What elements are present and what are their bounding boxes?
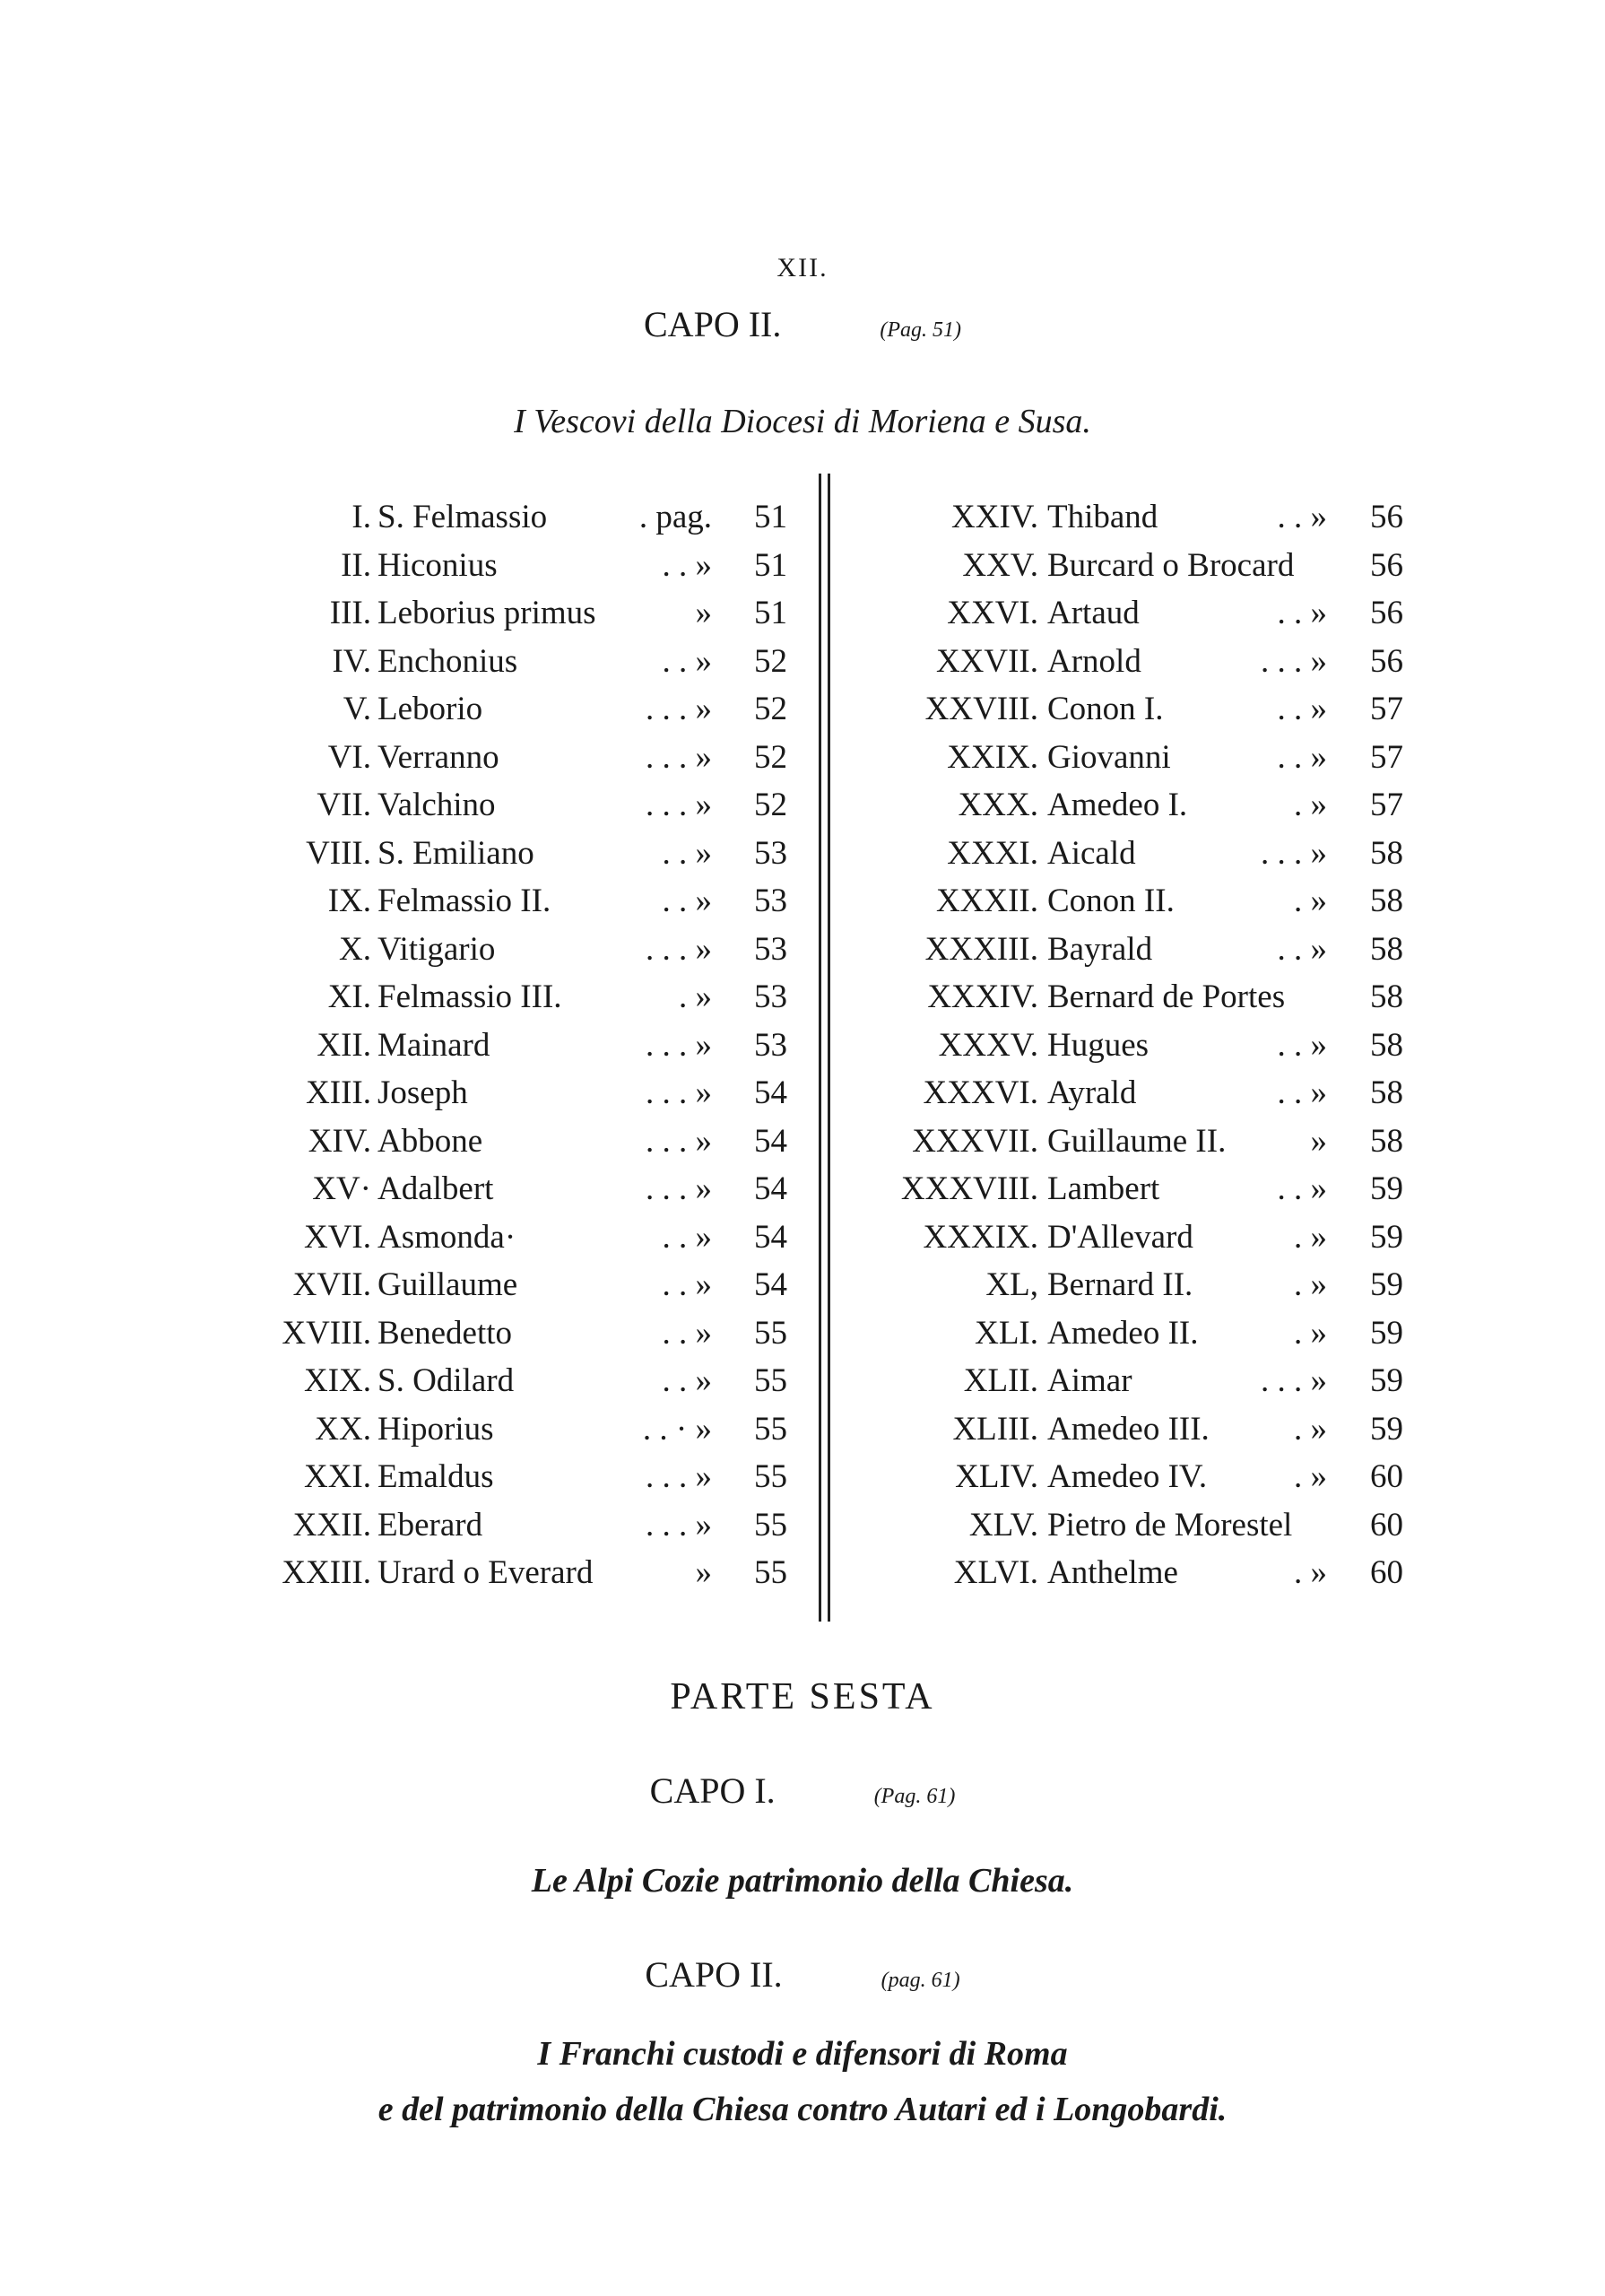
bishop-entry [0,642,1605,690]
bishop-name: Emaldus [377,1458,494,1495]
bishop-entry [0,1218,1605,1265]
bishop-name: Bernard II. [1047,1266,1193,1303]
bishop-name: Bayrald [1047,930,1153,968]
bishop-page: 53 [754,883,787,919]
bishop-numeral: XXXIII. [924,930,1038,968]
bishop-name: Lambert [1047,1170,1160,1207]
bishop-numeral: XLIII. [952,1410,1038,1448]
bishop-numeral: XXXVII. [912,1122,1038,1160]
bishop-numeral: XLII. [963,1362,1038,1399]
bishop-numeral: XVIII. [282,1314,371,1352]
bishop-name: Asmonda· [377,1218,516,1256]
bishop-name: Leborio [377,691,483,727]
bishop-name: Amedeo I. [1047,787,1188,823]
bishop-page: 52 [754,738,787,776]
bishop-page: 51 [754,546,787,584]
leader-mark: . . . » [1261,1362,1327,1399]
bishop-name: Hiporius [377,1410,494,1448]
bishop-entry [0,1506,1605,1553]
bishop-numeral: XXIX. [947,738,1038,776]
bishop-page: 53 [754,834,787,872]
bishop-page: 58 [1370,1074,1403,1111]
bishop-page: 59 [1370,1218,1403,1256]
bishop-page: 59 [1370,1314,1403,1352]
bishop-numeral: XXX. [958,787,1038,823]
bishop-name: Guillaume II. [1047,1122,1227,1160]
leader-mark: . . . » [646,1122,712,1160]
bishop-name: Vitigario [377,930,496,968]
bishop-numeral: XXVII. [935,642,1038,680]
bishop-name: S. Emiliano [377,834,534,872]
bishop-numeral: I. [351,499,371,535]
leader-mark: . . . » [646,1458,712,1495]
bishop-name: Conon I. [1047,691,1164,727]
bishop-page: 55 [754,1506,787,1544]
leader-mark: . . » [662,1218,712,1256]
bishop-page: 51 [754,595,787,631]
bishop-name: Ayrald [1047,1074,1137,1111]
leader-mark: . . » [662,1314,712,1352]
bishop-name: Burcard o Brocard [1047,546,1295,584]
leader-mark: . . . » [646,1074,712,1111]
bishop-name: Conon II. [1047,883,1175,919]
bishop-entry [0,498,1605,545]
leader-mark: . . . » [1261,834,1327,872]
part-chapter-1-page-ref: (Pag. 61) [873,1785,956,1808]
bishop-numeral: V. [343,691,371,727]
bishop-name: Giovanni [1047,738,1171,776]
bishop-page: 59 [1370,1266,1403,1303]
bishop-page: 58 [1370,834,1403,872]
bishop-numeral: XXVI. [947,595,1038,631]
bishop-entry [0,690,1605,737]
bishop-entry [0,1457,1605,1505]
chapter-page-ref: (Pag. 51) [880,318,961,342]
part-chapter-2-title: CAPO II. [645,1954,783,1995]
bishop-page: 58 [1370,1122,1403,1160]
part-chapter-2-heading [0,1953,1605,1996]
bishop-entry [0,786,1605,833]
bishop-page: 52 [754,787,787,823]
leader-mark: . . » [662,642,712,680]
bishop-numeral: X. [339,930,371,968]
leader-mark: » [695,1554,712,1591]
bishop-name: S. Odilard [377,1362,515,1399]
bishop-entry [0,1361,1605,1409]
part-title: PARTE SESTA [670,1676,935,1718]
leader-mark: . . . » [646,1170,712,1207]
bishop-numeral: XXXI. [947,834,1038,872]
leader-mark: . . » [662,1362,712,1399]
bishop-numeral: XV· [312,1170,371,1207]
bishop-entry [0,1265,1605,1313]
leader-mark: . . . » [646,738,712,776]
bishop-page: 56 [1370,499,1403,535]
bishop-numeral: IV. [332,642,371,680]
bishop-name: Felmassio III. [377,978,562,1015]
bishop-name: Hugues [1047,1026,1150,1064]
bishop-numeral: III. [329,595,371,631]
bishop-name: Anthelme [1047,1554,1178,1591]
bishop-page: 58 [1370,1026,1403,1064]
bishop-name: Bernard de Portes [1047,978,1286,1015]
leader-mark: . . . » [646,787,712,823]
bishop-name: Leborius primus [377,595,596,631]
leader-mark: . » [1294,1218,1327,1256]
leader-mark: . . » [662,1266,712,1303]
leader-mark: » [695,595,712,631]
bishop-entry [0,978,1605,1025]
leader-mark: . » [1294,787,1327,823]
bishop-name: Arnold [1047,642,1141,680]
bishop-entry [0,1314,1605,1361]
bishop-numeral: XX. [315,1410,371,1448]
leader-mark: . . . » [1261,642,1327,680]
bishop-name: Abbone [377,1122,483,1160]
bishop-name: S. Felmassio [377,499,548,535]
bishop-numeral: XXXV. [938,1026,1038,1064]
bishop-page: 55 [754,1362,787,1399]
bishop-name: Enchonius [377,642,518,680]
bishop-numeral: XXXVIII. [900,1170,1038,1207]
bishop-name: Aicald [1047,834,1136,872]
bishop-page: 60 [1370,1554,1403,1591]
bishop-entry [0,546,1605,594]
bishop-name: Urard o Everard [377,1554,594,1591]
leader-mark: . » [1294,1266,1327,1303]
bishop-page: 59 [1370,1170,1403,1207]
bishop-entry [0,738,1605,786]
bishop-entry [0,1074,1605,1121]
bishop-name: D'Allevard [1047,1218,1193,1256]
part-chapter-2-page-ref: (pag. 61) [881,1969,960,1992]
bishop-entry [0,930,1605,978]
part-chapter-1-title: CAPO I. [649,1770,776,1811]
bishop-numeral: XXXIV. [927,978,1038,1015]
bishop-numeral: XVII. [292,1266,371,1303]
bishop-numeral: XXIII. [282,1554,371,1591]
bishop-page: 56 [1370,595,1403,631]
bishop-page: 53 [754,978,787,1015]
bishop-name: Amedeo IV. [1047,1458,1208,1495]
bishop-numeral: XXXIX. [923,1218,1038,1256]
bishop-entry [0,1410,1605,1457]
bishop-page: 52 [754,691,787,727]
bishop-numeral: XLI. [975,1314,1038,1352]
leader-mark: . » [679,978,712,1015]
bishop-numeral: XXXII. [935,883,1038,919]
bishop-name: Mainard [377,1026,490,1064]
bishop-page: 54 [754,1170,787,1207]
bishop-name: Amedeo II. [1047,1314,1199,1352]
bishop-name: Aimar [1047,1362,1132,1399]
bishop-page: 57 [1370,691,1403,727]
bishop-numeral: XIX. [303,1362,371,1399]
bishop-entry [0,594,1605,641]
bishop-numeral: XXV. [962,546,1038,584]
bishop-page: 54 [754,1122,787,1160]
bishop-numeral: XXVIII. [924,691,1038,727]
bishop-numeral: XXII. [292,1506,371,1544]
leader-mark: . » [1294,883,1327,919]
leader-mark: . pag. [638,499,712,535]
bishop-page: 55 [754,1554,787,1591]
leader-mark: . . . » [646,691,712,727]
part-chapter-2-caption-line-1: I Franchi custodi e difensori di Roma [537,2035,1068,2073]
leader-mark: . . » [1277,595,1327,631]
bishop-name: Joseph [377,1074,468,1111]
bishop-name: Hiconius [377,546,498,584]
bishop-numeral: XLIV. [955,1458,1038,1495]
bishop-page: 55 [754,1458,787,1495]
part-chapter-1-caption: Le Alpi Cozie patrimonio della Chiesa. [531,1862,1074,1900]
bishop-name: Valchino [377,787,496,823]
page-number: XII. [776,253,829,283]
leader-mark: . . » [1277,1026,1327,1064]
bishop-name: Adalbert [377,1170,494,1207]
bishop-page: 54 [754,1074,787,1111]
leader-mark: . » [1294,1458,1327,1495]
bishop-numeral: XI. [327,978,371,1015]
bishop-numeral: XII. [317,1026,371,1064]
leader-mark: . . » [1277,930,1327,968]
bishop-page: 55 [754,1314,787,1352]
bishop-name: Verranno [377,738,499,776]
bishop-numeral: XVI. [303,1218,371,1256]
chapter-heading [0,303,1605,345]
leader-mark: . . » [662,546,712,584]
chapter-caption: I Vescovi della Diocesi di Moriena e Susa. [514,403,1091,440]
leader-mark: . . » [662,834,712,872]
bishop-page: 59 [1370,1410,1403,1448]
bishop-numeral: XIII. [306,1074,371,1111]
bishop-numeral: VI. [327,738,371,776]
bishop-numeral: IX. [327,883,371,919]
bishop-page: 58 [1370,978,1403,1015]
leader-mark: . . » [1277,1074,1327,1111]
leader-mark: . . » [1277,499,1327,535]
bishop-page: 55 [754,1410,787,1448]
chapter-title: CAPO II. [644,304,782,344]
bishop-numeral: XXIV. [951,499,1038,535]
bishop-page: 54 [754,1266,787,1303]
bishop-page: 56 [1370,546,1403,584]
bishop-page: 59 [1370,1362,1403,1399]
bishop-entry [0,1553,1605,1601]
leader-mark: . . » [1277,1170,1327,1207]
bishop-page: 54 [754,1218,787,1256]
bishop-numeral: XXI. [303,1458,371,1495]
bishop-numeral: II. [341,546,371,584]
bishop-name: Eberard [377,1506,483,1544]
leader-mark: . . . » [646,1506,712,1544]
bishop-numeral: XXXVI. [923,1074,1038,1111]
leader-mark: . . . » [646,930,712,968]
bishop-page: 51 [754,499,787,535]
bishop-name: Thiband [1047,499,1158,535]
bishop-entry [0,1122,1605,1170]
bishop-numeral: XL, [985,1266,1038,1303]
bishop-entry [0,1170,1605,1217]
bishop-name: Guillaume [377,1266,518,1303]
bishop-entry [0,1026,1605,1074]
bishop-name: Pietro de Morestel [1047,1506,1293,1544]
leader-mark: » [1310,1122,1327,1160]
bishop-numeral: VIII. [306,834,371,872]
leader-mark: . . · » [642,1410,712,1448]
bishop-name: Artaud [1047,595,1140,631]
bishop-entry [0,834,1605,882]
part-chapter-2-caption-line-2: e del patrimonio della Chiesa contro Autari ed i Longobardi. [377,2091,1228,2128]
bishop-page: 60 [1370,1458,1403,1495]
leader-mark: . . » [662,883,712,919]
bishop-numeral: XIV. [308,1122,371,1160]
leader-mark: . » [1294,1314,1327,1352]
leader-mark: . . . » [646,1026,712,1064]
bishop-page: 60 [1370,1506,1403,1544]
bishop-page: 56 [1370,642,1403,680]
bishop-numeral: XLVI. [953,1554,1038,1591]
bishop-page: 57 [1370,787,1403,823]
bishop-entry [0,882,1605,929]
leader-mark: . » [1294,1554,1327,1591]
bishop-page: 53 [754,1026,787,1064]
bishop-page: 57 [1370,738,1403,776]
bishop-page: 58 [1370,930,1403,968]
part-chapter-1-heading [0,1770,1605,1812]
bishop-name: Benedetto [377,1314,513,1352]
bishop-page: 53 [754,930,787,968]
bishop-numeral: XLV. [968,1506,1038,1544]
bishop-page: 52 [754,642,787,680]
leader-mark: . . » [1277,691,1327,727]
bishop-name: Amedeo III. [1047,1410,1210,1448]
bishop-numeral: VII. [317,787,371,823]
leader-mark: . » [1294,1410,1327,1448]
leader-mark: . . » [1277,738,1327,776]
bishop-name: Felmassio II. [377,883,551,919]
bishop-page: 58 [1370,883,1403,919]
